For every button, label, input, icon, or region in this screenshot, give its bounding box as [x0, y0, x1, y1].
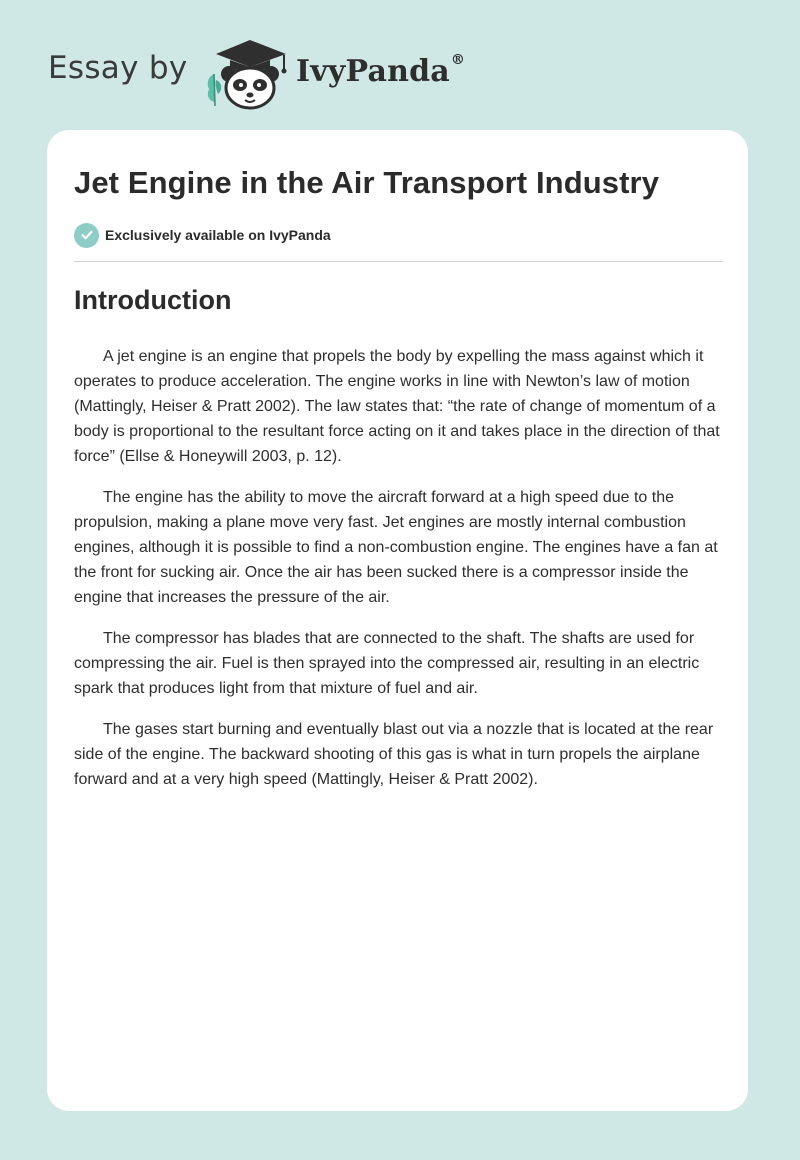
exclusive-badge [74, 222, 331, 248]
essay-card [47, 130, 748, 1111]
paragraph-1: A jet engine is an engine that propels the body by expelling the mass against which it operates to produce acceleration. The engine works in line with Newton’s law of motion (Mattingly, Heiser & Pratt 2002). The law states that: “the rate of change of momentum of a body is proportional to the resultant force acting on it and takes place in the direction of that force” (Ellse & Honeywill 2003, p. 12). [74, 348, 720, 465]
divider [74, 261, 723, 262]
exclusive-label: Exclusively available on IvyPanda [105, 227, 331, 243]
essay-body [74, 344, 726, 808]
essay-by-label: Essay by [48, 50, 188, 86]
site-header [0, 0, 800, 130]
brand-logo-text[interactable]: IvyPanda® [296, 52, 466, 89]
paragraph-2: The engine has the ability to move the aircraft forward at a high speed due to the propulsion, making a plane move very fast. Jet engines are mostly internal combustion engines, although it is possible to find a non-combustion engine. The engines have a fan at the front for sucking air. Once the air has been sucked there is a compressor inside the engine that increases the pressure of the air. [74, 489, 718, 606]
section-heading: Introduction [74, 285, 232, 315]
page-title: Jet Engine in the Air Transport Industry [74, 165, 660, 200]
paragraph-3: The compressor has blades that are connected to the shaft. The shafts are used for compressing the air. Fuel is then sprayed into the compressed air, resulting in an electric spark that produces light from that mixture of fuel and air. [74, 630, 700, 697]
paragraph-4: The gases start burning and eventually blast out via a nozzle that is located at the rear side of the engine. The backward shooting of this gas is what in turn propels the airplane forward and at a very high speed (Mattingly, Heiser & Pratt 2002). [74, 721, 714, 788]
checkmark-icon [74, 223, 99, 248]
registered-mark: ® [450, 52, 466, 68]
panda-graduate-icon[interactable] [200, 34, 292, 110]
